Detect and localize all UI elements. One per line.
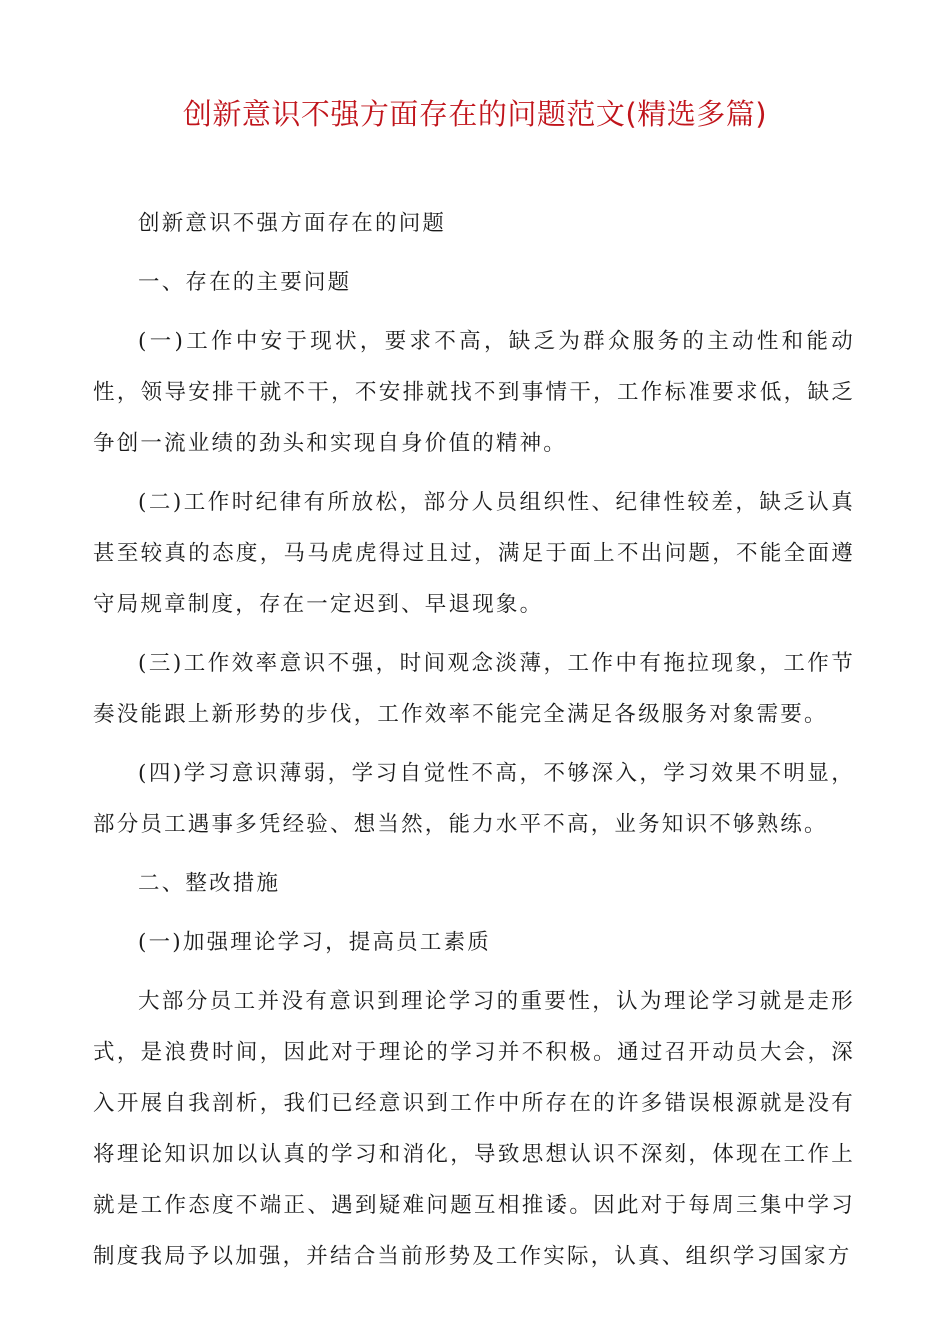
document-title: 创新意识不强方面存在的问题范文(精选多篇) <box>182 97 768 131</box>
body-paragraph: (二)工作时纪律有所放松，部分人员组织性、纪律性较差，缺乏认真甚至较真的态度，马马虎虎得过且过，满足于面上不出问题，不能全面遵守局规章制度，存在一定迟到、早退现象。 <box>93 490 855 617</box>
document-body <box>93 198 855 1290</box>
body-paragraph: (三)工作效率意识不强，时间观念淡薄，工作中有拖拉现象，工作节奏没能跟上新形势的步伐，工作效率不能完全满足各级服务对象需要。 <box>93 651 855 727</box>
body-paragraph: 大部分员工并没有意识到理论学习的重要性，认为理论学习就是走形式，是浪费时间，因此对于理论的学习并不积极。通过召开动员大会，深入开展自我剖析，我们已经意识到工作中所存在的许多错误根源就是没有将理论知识加以认真的学习和消化，导致思想认识不深刻，体现在工作上就是工作态度不端正、遇到疑难问题互相推诿。因此对于每周三集中学习制度我局予以加强，并结合当前形势及工作实际，认真、组织学习国家方 <box>93 989 855 1269</box>
section-heading: 一、存在的主要问题 <box>138 270 352 295</box>
section-heading: 创新意识不强方面存在的问题 <box>138 211 447 236</box>
body-paragraph: (四)学习意识薄弱，学习自觉性不高，不够深入，学习效果不明显，部分员工遇事多凭经验、想当然，能力水平不高，业务知识不够熟练。 <box>93 761 855 837</box>
subsection-heading: (一)加强理论学习，提高员工素质 <box>138 930 491 955</box>
body-paragraph: (一)工作中安于现状，要求不高，缺乏为群众服务的主动性和能动性，领导安排干就不干，不安排就找不到事情干，工作标准要求低，缺乏争创一流业绩的劲头和实现自身价值的精神。 <box>93 329 855 456</box>
section-heading: 二、整改措施 <box>138 871 281 896</box>
